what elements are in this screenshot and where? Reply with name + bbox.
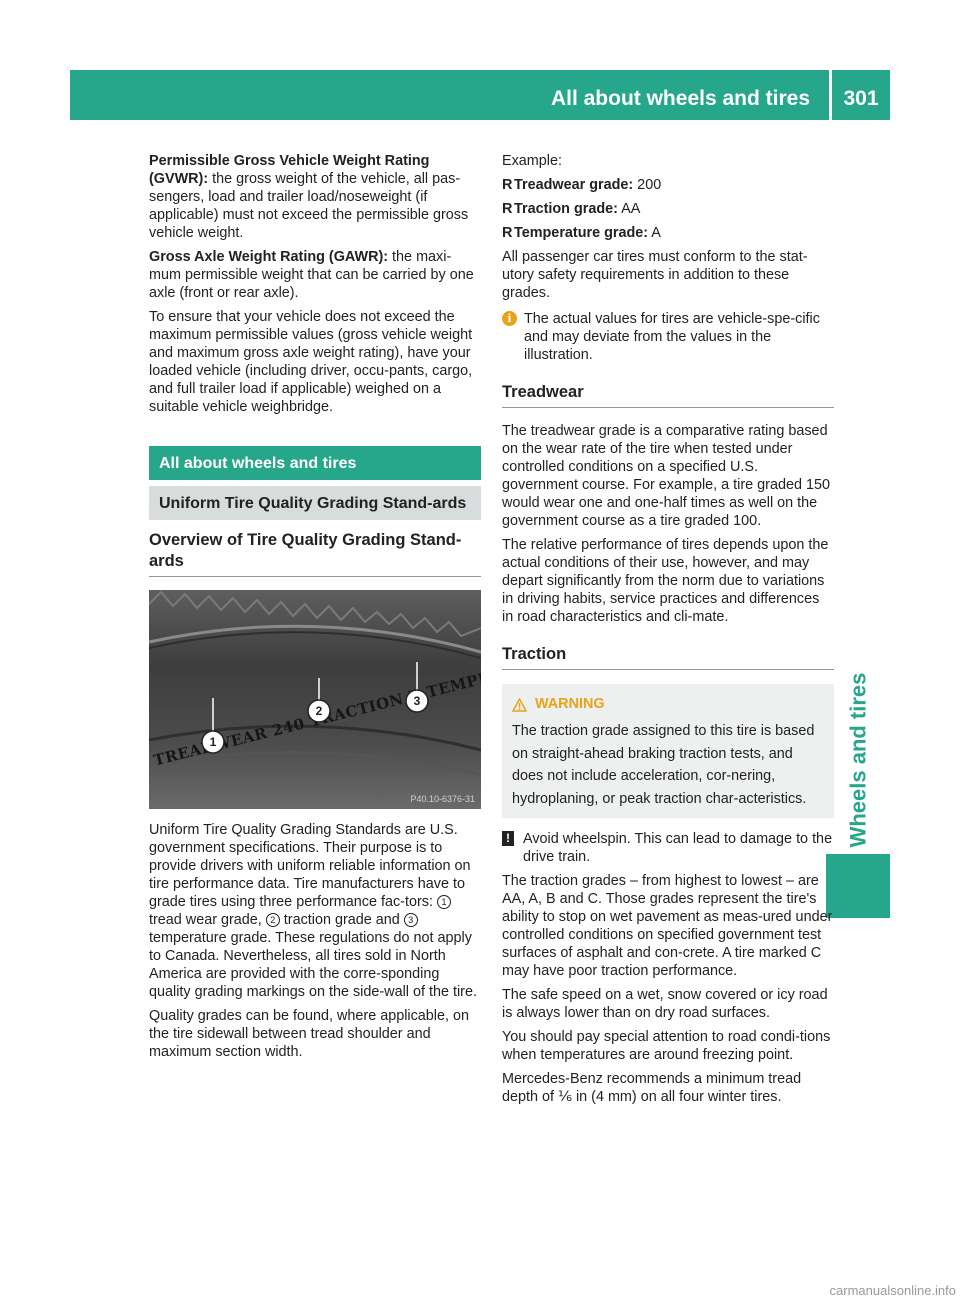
- traction-heading: Traction: [502, 644, 834, 670]
- callout-1: [202, 731, 224, 753]
- gawr-paragraph: [149, 248, 481, 302]
- svg-text:3: 3: [413, 694, 421, 708]
- list-item: R Temperature grade: A: [502, 225, 661, 241]
- info-icon: i: [502, 311, 517, 326]
- gawr-text: the maxi-mum permissible weight that can be carried by one axle (front or rear axle).: [149, 249, 474, 301]
- note-text: Avoid wheelspin. This can lead to damage to the drive train.: [523, 831, 833, 865]
- warning-triangle-icon: [512, 698, 527, 712]
- svg-text:2: 2: [315, 704, 323, 718]
- traction-paragraph-2: The safe speed on a wet, snow covered or icy road is always lower than on dry road surfaces.: [502, 987, 828, 1021]
- tire-sidewall-photo: [149, 590, 481, 809]
- chapter-side-label: Wheels and tires: [845, 672, 870, 848]
- sidewall-marking: 240 TRACTION: [270, 689, 406, 740]
- header-title: All about wheels and tires: [550, 87, 810, 110]
- callout-3: [406, 690, 428, 712]
- warning-header: [512, 694, 824, 715]
- callout-2: [308, 700, 330, 722]
- traction-paragraph-4: Mercedes-Benz recommends a minimum tread depth of ⅙ in (4 mm) on all four winter tires.: [502, 1071, 802, 1105]
- bullet-mark: R: [502, 177, 513, 193]
- gvwr-term: Permissible Gross Vehicle Weight Rating (GVWR):: [149, 153, 430, 187]
- callout-ref-1: 1: [437, 895, 451, 909]
- right-column: [502, 152, 834, 1112]
- svg-text:1: 1: [209, 735, 217, 749]
- list-item: R Treadwear grade: 200: [502, 177, 662, 193]
- warning-box: [502, 684, 834, 818]
- list-item: R Traction grade: AA: [502, 201, 641, 217]
- page-number: 301: [843, 87, 879, 110]
- callout-ref-2: 2: [266, 913, 280, 927]
- chapter-marker-box: [826, 854, 890, 918]
- treadwear-paragraph-2: The relative performance of tires depends upon the actual conditions of their use, however, and may depart significantly from the norm due to variations in driving habits, service practices and differences in road characteristics and cli-mate.: [502, 537, 829, 625]
- weighbridge-paragraph: To ensure that your vehicle does not exceed the maximum permissible values (gross vehicle weight and maximum gross axle weight rating), have your loaded vehicle (including driver, occu-pants, cargo, and full trailer load if applicable) weighed on a suitable vehicle weighbridge.: [149, 309, 473, 415]
- bullet-mark: R: [502, 201, 513, 217]
- quality-location-paragraph: Quality grades can be found, where applicable, on the tire sidewall between tread shoulder and maximum section width.: [149, 1008, 470, 1060]
- treadwear-paragraph-1: The treadwear grade is a comparative rating based on the wear rate of the tire when tested under controlled conditions on a specified U.S. government course. For example, a tire graded 150 would wear one and one-half times as well on the government course as a tire graded 100.: [502, 423, 830, 529]
- gvwr-text: the gross weight of the vehicle, all pas-sengers, load and trailer load/noseweight (if applicable) must not exceed the permissible gross vehicle weight.: [149, 171, 469, 241]
- info-text: The actual values for tires are vehicle-spe-cific and may deviate from the values in the illustration.: [524, 311, 820, 363]
- callout-ref-3: 3: [404, 913, 418, 927]
- section-heading-wheels: All about wheels and tires: [149, 446, 481, 480]
- exclamation-icon: !: [502, 831, 514, 846]
- bullet-mark: R: [502, 225, 513, 241]
- example-label: Example:: [502, 153, 562, 169]
- warning-title: WARNING: [535, 696, 605, 712]
- gvwr-paragraph: [149, 152, 481, 242]
- traction-paragraph-1: The traction grades – from highest to lowest – are AA, A, B and C. Those grades represent the tire's ability to stop on wet pavement as meas-ured under controlled conditions on specified government test surfaces of asphalt and con-crete. A tire marked C may have poor traction performance.: [502, 873, 833, 979]
- chapter-side-tab: [826, 650, 890, 870]
- treadwear-heading: Treadwear: [502, 382, 834, 408]
- info-note: [502, 310, 834, 364]
- damage-note: [502, 830, 834, 866]
- overview-heading: Overview of Tire Quality Grading Stand-ards: [149, 530, 481, 577]
- gawr-term: Gross Axle Weight Rating (GAWR):: [149, 249, 389, 265]
- subsection-heading-utqg: Uniform Tire Quality Grading Stand-ards: [149, 486, 481, 520]
- figure-code: P40.10-6376-31: [410, 794, 475, 804]
- page-header: [70, 70, 890, 120]
- warning-text: The traction grade assigned to this tire is based on straight-ahead braking traction tests, and does not include acceleration, cor-nering, hydroplaning, or peak traction char-acteristics.: [512, 723, 815, 807]
- conform-paragraph: All passenger car tires must conform to the stat-utory safety requirements in addition to these grades.: [502, 249, 808, 301]
- traction-paragraph-3: You should pay special attention to road condi-tions when temperatures are around freezing point.: [502, 1029, 831, 1063]
- watermark: carmanualsonline.info: [829, 1283, 956, 1298]
- left-column: [149, 152, 481, 1067]
- utqg-description: Uniform Tire Quality Grading Standards are U.S. government specifications. Their purpose is to provide drivers with uniform reliable information on tire performance data. Tire manufacturers have to grade tires using three performance fac-tors: 1 tread wear grade, 2 traction grade and 3 temperature grade. These regulations do not apply to Canada. Nevertheless, all tires sold in North America are provided with the corre-sponding quality grading markings on the side-wall of the tire.: [149, 822, 477, 1000]
